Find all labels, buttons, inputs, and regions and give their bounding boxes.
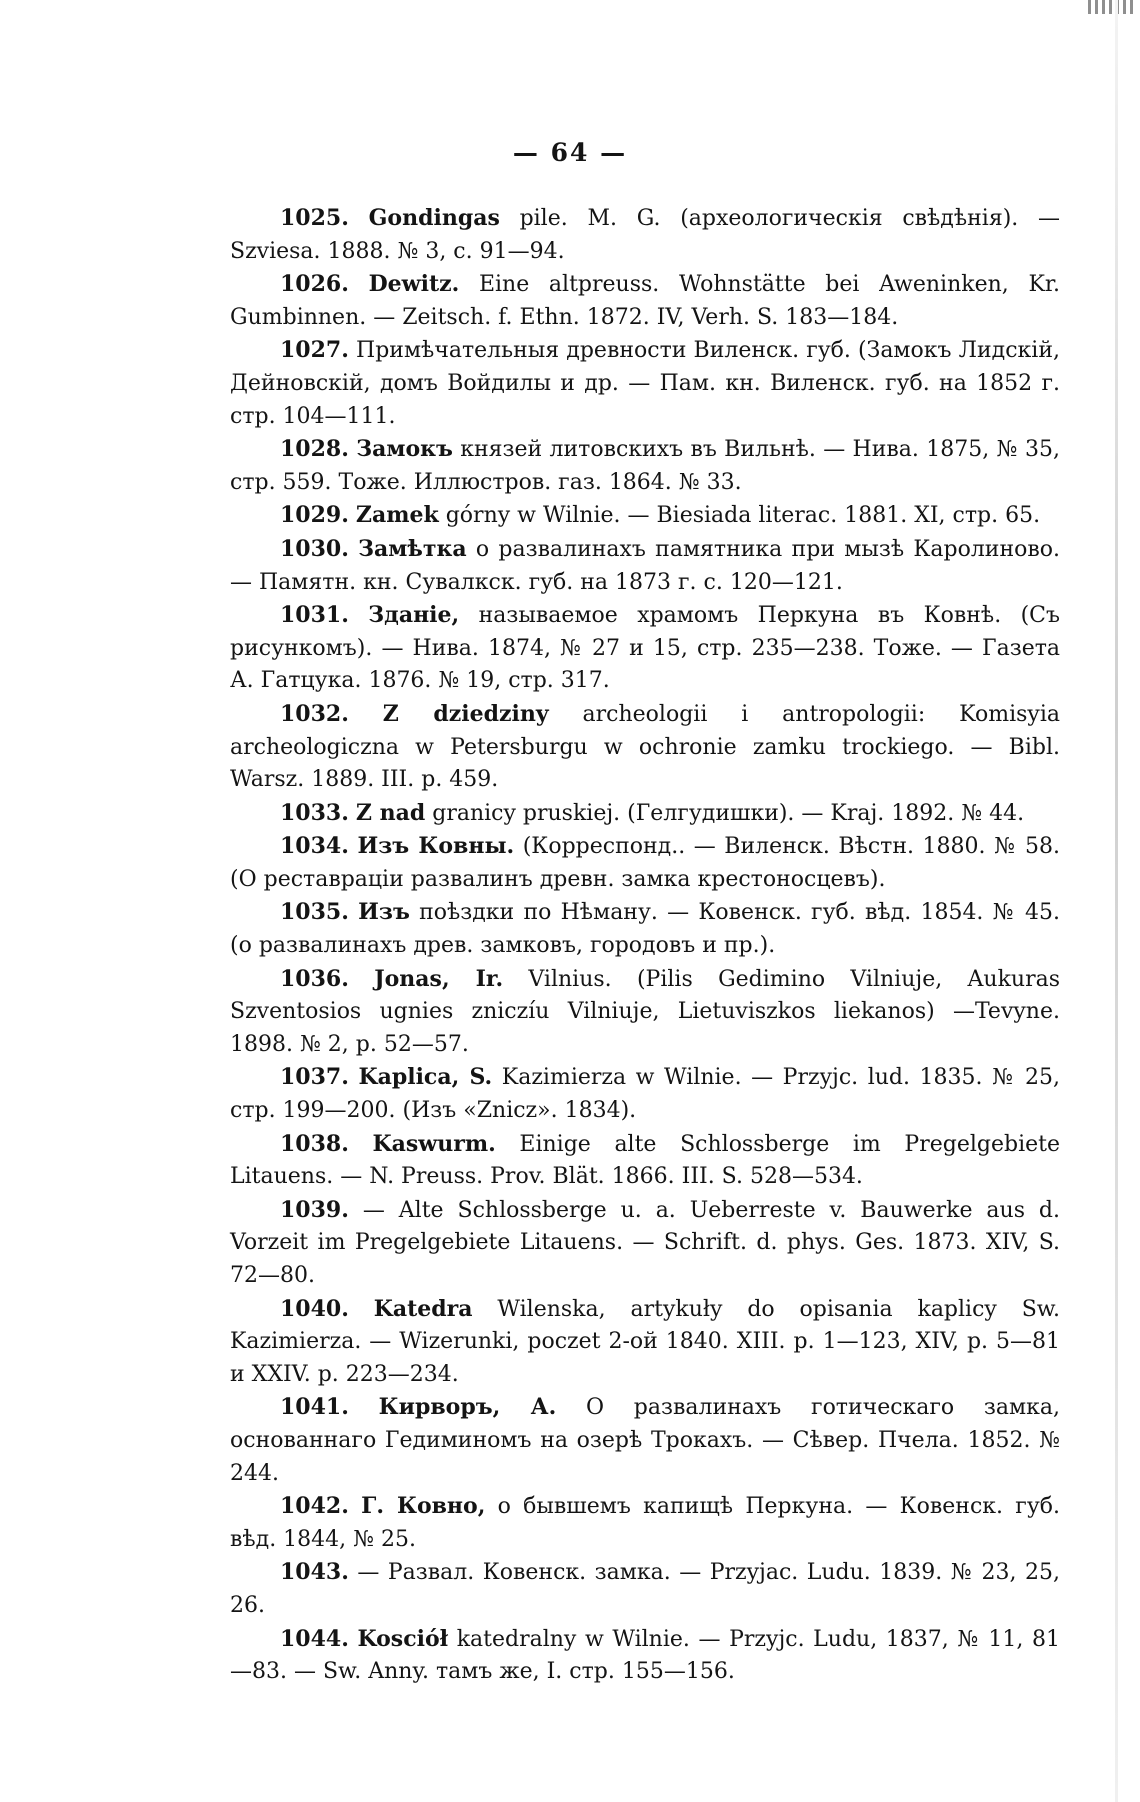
entry-number: 1033.	[280, 799, 349, 826]
entry-number: 1031.	[280, 602, 349, 629]
entry-text: archeologii i antropologii: Komisyia archeologiczna w Petersburgu w ochronie zamku trockiego. — Bibl. Warsz. 1889. III. p. 459.	[230, 701, 1060, 793]
entry-text: о развалинахъ памятника при мызѣ Каролиново. — Памятн. кн. Сувалкск. губ. на 1873 г. с. 120—121.	[230, 536, 1060, 595]
entry-text: górny w Wilnie. — Biesiada literac. 1881. XI, стр. 65.	[438, 503, 1041, 529]
bibliography-entry	[230, 1623, 1060, 1689]
entry-text: granicy pruskiej. (Гелгудишки). — Kraj. 1892. № 44.	[425, 800, 1025, 826]
entry-heading: Замокъ	[356, 436, 453, 463]
entry-number: 1034.	[280, 833, 349, 860]
entry-text: поѣздки по Нѣману. — Ковенск. губ. вѣд. 1854. № 45. (о развалинахъ древ. замковъ, городовъ и пр.).	[230, 900, 1060, 959]
entry-text: О развалинахъ готическаго замка, основаннаго Гедиминомъ на озерѣ Трокахъ. — Сѣвер. Пчела. 1852. № 244.	[230, 1395, 1061, 1486]
entry-text: — Развал. Ковенск. замка. — Przyjac. Ludu. 1839. № 23, 25, 26.	[230, 1560, 1061, 1618]
entry-text: pile. M. G. (археологическія свѣдѣнія). — Szviesa. 1888. № 3, с. 91—94.	[230, 206, 1060, 264]
bibliography-entry	[230, 599, 1060, 698]
bibliography-entry	[230, 1194, 1060, 1293]
entry-heading: Z dziedziny	[382, 700, 549, 727]
bibliography-entry	[230, 1293, 1060, 1392]
entry-text: (Корреспонд.. — Виленск. Вѣстн. 1880. № 58. (О реставраціи развалинъ древн. замка крестоносцевъ).	[230, 834, 1060, 892]
bibliography-entry	[230, 698, 1060, 797]
entry-number: 1036.	[280, 965, 349, 992]
bibliography-entry	[230, 1061, 1060, 1127]
entry-text: — Alte Schlossberge u. a. Ueberreste v. Bauwerke aus d. Vorzeit im Pregelgebiete Litauens. — Schrift. d. phys. Ges. 1873. XIV, S. 72—80.	[230, 1197, 1061, 1288]
bibliography-entry	[230, 202, 1060, 268]
entry-heading: Zamek	[355, 502, 439, 529]
entry-number: 1037.	[280, 1064, 349, 1091]
entry-text: Eine altpreuss. Wohnstätte bei Aweninken, Kr. Gumbinnen. — Zeitsch. f. Ethn. 1872. IV, Verh. S. 183—184.	[230, 272, 1060, 330]
entry-text: о бывшемъ капищѣ Перкуна. — Ковенск. губ. вѣд. 1844, № 25.	[230, 1494, 1061, 1552]
entry-heading: Dewitz.	[368, 271, 460, 298]
entry-heading: Kaplica, S.	[358, 1064, 493, 1091]
entry-number: 1043.	[280, 1559, 349, 1586]
scan-corner-mark	[1088, 0, 1134, 14]
bibliography-list	[230, 202, 1060, 1689]
bibliography-entry	[230, 499, 1060, 533]
entry-text: Vilnius. (Pilis Gedimino Vilniuje, Aukuras Szventosios ugnies zniczíu Vilniuje, Lietuviszkos liekanos) —Tevyne. 1898. № 2, p. 52—57.	[230, 966, 1061, 1057]
entry-heading: Кирворъ, А.	[378, 1394, 557, 1421]
entry-heading: Kosciół	[357, 1625, 449, 1652]
bibliography-entry	[230, 830, 1060, 896]
page-number: — 64 —	[512, 138, 628, 167]
entry-heading: Замѣтка	[358, 535, 467, 562]
entry-heading: Jonas, Ir.	[374, 965, 504, 992]
entry-text: Wilenska, artykuły do opisania kaplicy Sw. Kazimierza. — Wizerunki, poczet 2-ой 1840. XIII. p. 1—123, XIV, p. 5—81 и XXIV. p. 223—234.	[230, 1296, 1060, 1387]
entry-text: называемое храмомъ Перкуна въ Ковнѣ. (Съ рисункомъ). — Нива. 1874, № 27 и 15, стр. 235—238. Тоже. — Газета А. Гатцука. 1876. № 19, стр. 317.	[230, 603, 1060, 694]
bibliography-entry	[230, 268, 1060, 334]
entry-number: 1028.	[280, 436, 349, 463]
entry-heading: Изъ	[358, 899, 410, 926]
entry-heading: Изъ Ковны.	[357, 833, 515, 860]
entry-heading: Z nad	[355, 799, 426, 826]
entry-text: Примѣчательныя древности Виленск. губ. (Замокъ Лидскій, Дейновскій, домъ Войдилы и др. — Пам. кн. Виленск. губ. на 1852 г. стр. 104—111.	[230, 338, 1060, 429]
bibliography-entry	[230, 1391, 1060, 1490]
entry-text: katedralny w Wilnie. — Przyjc. Ludu, 1837, № 11, 81—83. — Sw. Anny. тамъ же, I. стр. 155—156.	[230, 1626, 1060, 1685]
bibliography-entry	[230, 433, 1060, 499]
entry-number: 1041.	[280, 1394, 349, 1421]
entry-number: 1038.	[280, 1130, 349, 1157]
entry-heading: Г. Ковно,	[361, 1493, 486, 1520]
entry-heading: Katedra	[373, 1295, 473, 1322]
entry-text: князей литовскихъ въ Вильнѣ. — Нива. 1875, № 35, стр. 559. Тоже. Иллюстров. газ. 1864. № 33.	[230, 437, 1060, 495]
entry-number: 1026.	[280, 271, 349, 298]
entry-number: 1042.	[280, 1493, 349, 1520]
bibliography-entry	[230, 1490, 1060, 1556]
entry-heading: Gondingas	[368, 205, 500, 231]
entry-heading: Kaswurm.	[372, 1130, 496, 1157]
entry-number: 1039.	[280, 1196, 349, 1223]
entry-text: Einige alte Schlossberge im Pregelgebiete Litauens. — N. Preuss. Prov. Blät. 1866. III. S. 528—534.	[230, 1131, 1060, 1190]
entry-number: 1030.	[280, 535, 349, 562]
bibliography-entry	[230, 334, 1060, 433]
bibliography-entry	[230, 797, 1060, 831]
bibliography-entry	[230, 533, 1060, 599]
entry-number: 1032.	[280, 700, 349, 727]
entry-number: 1035.	[280, 899, 349, 926]
bibliography-entry	[230, 1556, 1060, 1622]
entry-number: 1029.	[280, 502, 349, 529]
page-edge	[1115, 0, 1118, 1802]
entry-number: 1040.	[280, 1295, 349, 1322]
entry-text: Kazimierza w Wilnie. — Przyjc. lud. 1835. № 25, стр. 199—200. (Изъ «Znicz». 1834).	[230, 1065, 1060, 1124]
entry-number: 1027.	[280, 337, 349, 364]
entry-number: 1044.	[280, 1625, 349, 1652]
entry-heading: Зданіе,	[368, 602, 460, 629]
bibliography-entry	[230, 963, 1060, 1062]
bibliography-entry	[230, 896, 1060, 962]
entry-number: 1025.	[280, 205, 349, 231]
bibliography-entry	[230, 1128, 1060, 1194]
